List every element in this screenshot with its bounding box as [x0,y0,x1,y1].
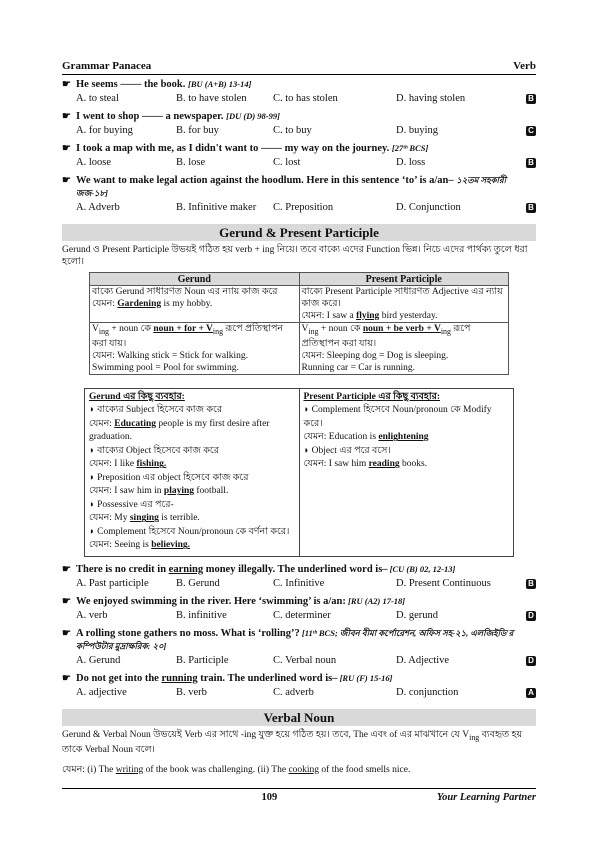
table-cell: $V_{ing}$ + noun কে noun + be verb + $V_{ing}$ রূপে প্রতিস্থাপন করা যায়। যেমন: Sleeping dog = Dog is sleeping. Running car = Car is running. [299,323,509,375]
table-header-gerund: Gerund [90,273,300,286]
table-cell: $V_{ing}$ + noun কে noun + for + $V_{ing}$ রূপে প্রতিস্থাপন করা যায়। যেমন: Walking stick = Stick for walking. Swimming pool = Pool for swimming. [90,323,300,375]
option: B. Participle [176,654,229,666]
table-header-participle: Present Participle [299,273,509,286]
question [62,78,536,91]
question [62,563,536,576]
question-text: We want to make legal action against the hoodlum. Here in this sentence ‘to’ is a/an– ১২তম সহকারী জজ-১৮] [76,175,507,198]
answer-options [76,653,536,669]
chapter-title: Verb [513,60,536,72]
question [62,110,536,123]
option: D. Conjunction [396,202,461,213]
pointing-hand-icon: ☛ [62,175,71,186]
option: D. gerund [396,609,438,621]
option: A. Past participle [76,577,149,589]
option: A. for buying [76,125,133,136]
question-source: [11ᵗʰ BCS; জীবন বীমা কর্পোরেশন, অফিস সহ-২১, এলজিইডি'র কম্পিউটার মুদ্রাক্ষরিক: ২০] [76,627,514,651]
pointing-hand-icon: ☛ [62,79,71,90]
page-number: 109 [261,792,278,803]
question [62,627,536,653]
option: D. loss [396,157,426,168]
verbal-noun-intro: Gerund & Verbal Noun উভয়েই Verb এর সাথে -ing যুক্ত হয়ে গঠিত হয়। তবে, The এবং of এর মাঝখানে যে $V_{ing}$ ব্যবহৃত হয় তাকে Verbal Noun বলে। [62,729,523,755]
option: B. for buy [176,125,219,136]
page-footer [62,788,536,803]
question-source: [CU (B) 02, 12-13] [387,563,456,574]
pointing-hand-icon: ☛ [62,672,71,684]
table-cell: বাক্যে Gerund সাধারণত Noun এর ন্যায় কাজ করে যেমন: Gardening is my hobby. [90,286,300,323]
question-text: I took a map with me, as I didn't want to —— my way on the journey. [27ᵗʰ BCS] [76,143,429,154]
page-body [62,60,536,776]
option: C. Verbal noun [273,654,337,666]
option: B. verb [176,686,207,698]
verbal-noun-example: যেমন: (i) The writing of the book was challenging. (ii) The cooking of the food smells nice. [62,764,411,775]
answer-badge: B [526,94,536,104]
answer-options [76,123,536,139]
option: B. lose [176,157,206,168]
table-cell: বাক্যে Present Participle সাধারণত Adjective এর ন্যায় কাজ করে। যেমন: I saw a flying bird yesterday. [299,286,509,323]
table-row [90,286,509,323]
option: D. Adjective [396,654,450,666]
table-row [90,323,509,375]
answer-options [76,155,536,171]
question-text: I went to shop —— a newspaper. [DU (D) 98-99] [76,111,280,122]
question-source: [RU (A2) 17-18] [345,595,406,606]
question [62,595,536,608]
option: D. conjunction [396,686,459,698]
participle-usage: Present Participle এর কিছু ব্যবহার: ◗ Complement হিসেবে Noun/pronoun কে Modify করে। যেমন: Education is enlightening ◗ Object এর পরে বসে। যেমন: I saw him reading books. [299,389,514,556]
question-source: ১২তম সহকারী জজ-১৮] [76,175,507,198]
comparison-table [89,272,509,375]
question-text: Do not get into the running train. The underlined word is– [RU (F) 15-16] [76,672,393,684]
option: D. Present Continuous [396,577,491,589]
option: D. buying [396,125,438,136]
option: A. Adverb [76,202,120,213]
question-source: [RU (F) 15-16] [337,672,393,683]
pointing-hand-icon: ☛ [62,627,71,639]
answer-badge: C [526,126,536,136]
section-title-gerund: Gerund & Present Participle [62,224,536,241]
mid-questions [62,563,536,701]
gerund-usage: Gerund এর কিছু ব্যবহার: ◗ বাক্যের Subject হিসেবে কাজ করে যেমন: Educating people is my first desire after graduation. ◗ বাক্যের Object হিসেবে কাজ করে যেমন: I like fishing. ◗ Preposition এর object হিসেবে কাজ করে যেমন: I saw him in playing football. ◗ Possessive এর পরে- যেমন: My singing is terrible. ◗ Complement হিসেবে Noun/pronoun কে বর্ণনা করে। যেমন: Seeing is believing. [89,391,290,551]
question-source: [27ᵗʰ BCS] [391,143,429,153]
footer-tagline: Your Learning Partner [436,792,536,803]
answer-badge: D [526,656,536,666]
pointing-hand-icon: ☛ [62,143,71,154]
page-header [62,60,536,75]
option: B. Gerund [176,577,220,589]
pointing-hand-icon: ☛ [62,595,71,607]
answer-options [76,685,536,701]
answer-badge: B [526,158,536,168]
option: C. to has stolen [273,93,338,104]
gerund-intro: Gerund ও Present Participle উভয়ই গঠিত হয় verb + ing নিয়ে। তবে বাক্যে এদের Function ভিন্ন। নিচে এদের পার্থক্য তুলে ধরা হলো। [62,245,528,267]
answer-badge: B [526,203,536,213]
question-text: We enjoyed swimming in the river. Here ‘swimming’ is a/an: [RU (A2) 17-18] [76,595,406,607]
question-text: There is no credit in earning money illegally. The underlined word is– [CU (B) 02, 12-13] [76,563,456,575]
option: A. to steal [76,93,119,104]
option: C. Preposition [273,202,334,213]
top-questions [62,78,536,216]
option: C. Infinitive [273,577,325,589]
answer-options [76,576,536,592]
pointing-hand-icon: ☛ [62,111,71,122]
option: C. adverb [273,686,314,698]
option: B. to have stolen [176,93,247,104]
question [62,174,536,200]
option: B. Infinitive maker [176,202,257,213]
answer-badge: D [526,611,536,621]
option: A. Gerund [76,654,121,666]
question-source: [DU (D) 98-99] [226,111,280,121]
question-text: A rolling stone gathers no moss. What is ‘rolling’? [11ᵗʰ BCS; জীবন বীমা কর্পোরেশন, অফিস সহ-২১, এলজিইডি'র কম্পিউটার মুদ্রাক্ষরিক: ২০] [76,627,514,651]
question-source: [BU (A+B) 13-14] [188,79,252,89]
answer-badge: B [526,579,536,589]
option: D. having stolen [396,93,466,104]
option: A. adjective [76,686,127,698]
answer-options [76,608,536,624]
option: B. infinitive [176,609,227,621]
pointing-hand-icon: ☛ [62,563,71,575]
option: C. lost [273,157,301,168]
question-text: He seems —— the book. [BU (A+B) 13-14] [76,79,252,90]
option: C. to buy [273,125,312,136]
section-title-verbal-noun: Verbal Noun [62,709,536,726]
option: A. verb [76,609,108,621]
answer-options [76,200,536,216]
question [62,142,536,155]
option: C. determiner [273,609,331,621]
book-title: Grammar Panacea [62,60,152,72]
answer-badge: A [526,688,536,698]
answer-options [76,91,536,107]
option: A. loose [76,157,111,168]
usage-box [84,388,514,557]
question [62,672,536,685]
